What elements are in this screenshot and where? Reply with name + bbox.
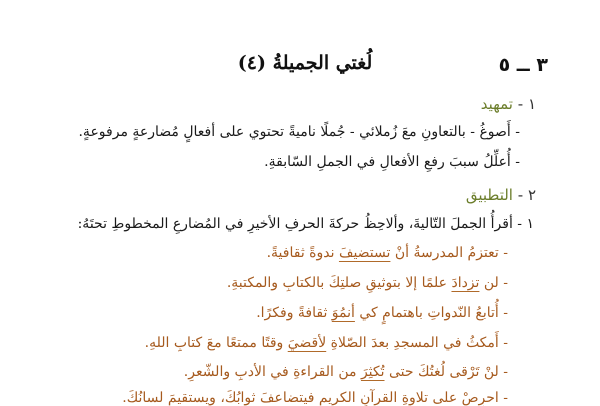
section-title: تمهيد — [480, 95, 513, 113]
section-number: ٢ - — [517, 186, 536, 204]
sentence-text: وقتًا ممتعًا معَ كتابِ اللهِ. — [144, 335, 288, 351]
underlined-verb: تستضيفَ — [338, 245, 391, 261]
sentence-text: - لنْ تَرْقى لُغتُكَ حتى — [384, 364, 508, 380]
sentence-text: من القراءةِ في الأدبِ والشّعرِ. — [183, 364, 361, 380]
sentence-text: ندوةً ثقافيةً. — [266, 245, 339, 261]
underlined-verb: لأقضيَ — [287, 335, 327, 351]
lesson-number: ٣ ــ ٥ — [498, 54, 548, 76]
example-sentence — [40, 245, 508, 261]
sentence-text: فيتضاعفَ ثوابُكَ، ويستقيمَ لسانُكَ. — [122, 390, 315, 406]
sentence-text: علمًا إلا بتوثيقِ صلتِكَ بالكتابِ والمكتبةِ. — [226, 275, 452, 291]
underlined-verb: تزدادَ — [451, 275, 480, 291]
example-sentence — [40, 364, 508, 380]
sentence-text: - تعتزمُ المدرسةُ أنْ — [390, 245, 508, 261]
section-heading-practice — [466, 186, 536, 204]
section-heading-intro — [481, 95, 536, 113]
lesson-title: لُغتي الجميلةُ (٤) — [237, 52, 373, 74]
sentence-text: - لن — [479, 275, 508, 291]
sentence-text: - أُتابعُ النّدواتِ باهتمامٍ كي — [354, 305, 508, 321]
intro-line-1: - أَصوغُ - بالتعاونِ معَ زُملائي - جُملًا ناميةً تحتوي على أفعالٍ مُضارعةٍ مرفوعةٍ. — [78, 124, 520, 140]
example-sentence — [40, 305, 508, 321]
example-sentence — [40, 275, 508, 291]
intro-line-2: - أُعلِّلُ سببَ رفعِ الأفعالِ في الجملِ السّابقةِ. — [264, 154, 520, 170]
sentence-text: - احرِصْ على تلاوةِ القرآنِ الكريمِ — [314, 390, 508, 406]
section-number: ١ - — [517, 95, 536, 113]
sentence-text: ثقافةً وفكرًا. — [256, 305, 332, 321]
example-sentence — [40, 335, 508, 351]
underlined-verb: أنمُوَ — [331, 305, 355, 321]
section-title: التطبيق — [465, 186, 513, 204]
underlined-verb: تُكثِرَ — [360, 364, 385, 380]
sentence-text: - أَمكثُ في المسجدِ بعدَ الصّلاةِ — [326, 335, 508, 351]
exercise-instruction: ١ - أقرأُ الجملَ التّاليةَ، وألاحِظُ حركةَ الحرفِ الأخيرِ في المُضارعِ المخطوطِ تحتَهُ: — [77, 216, 534, 232]
